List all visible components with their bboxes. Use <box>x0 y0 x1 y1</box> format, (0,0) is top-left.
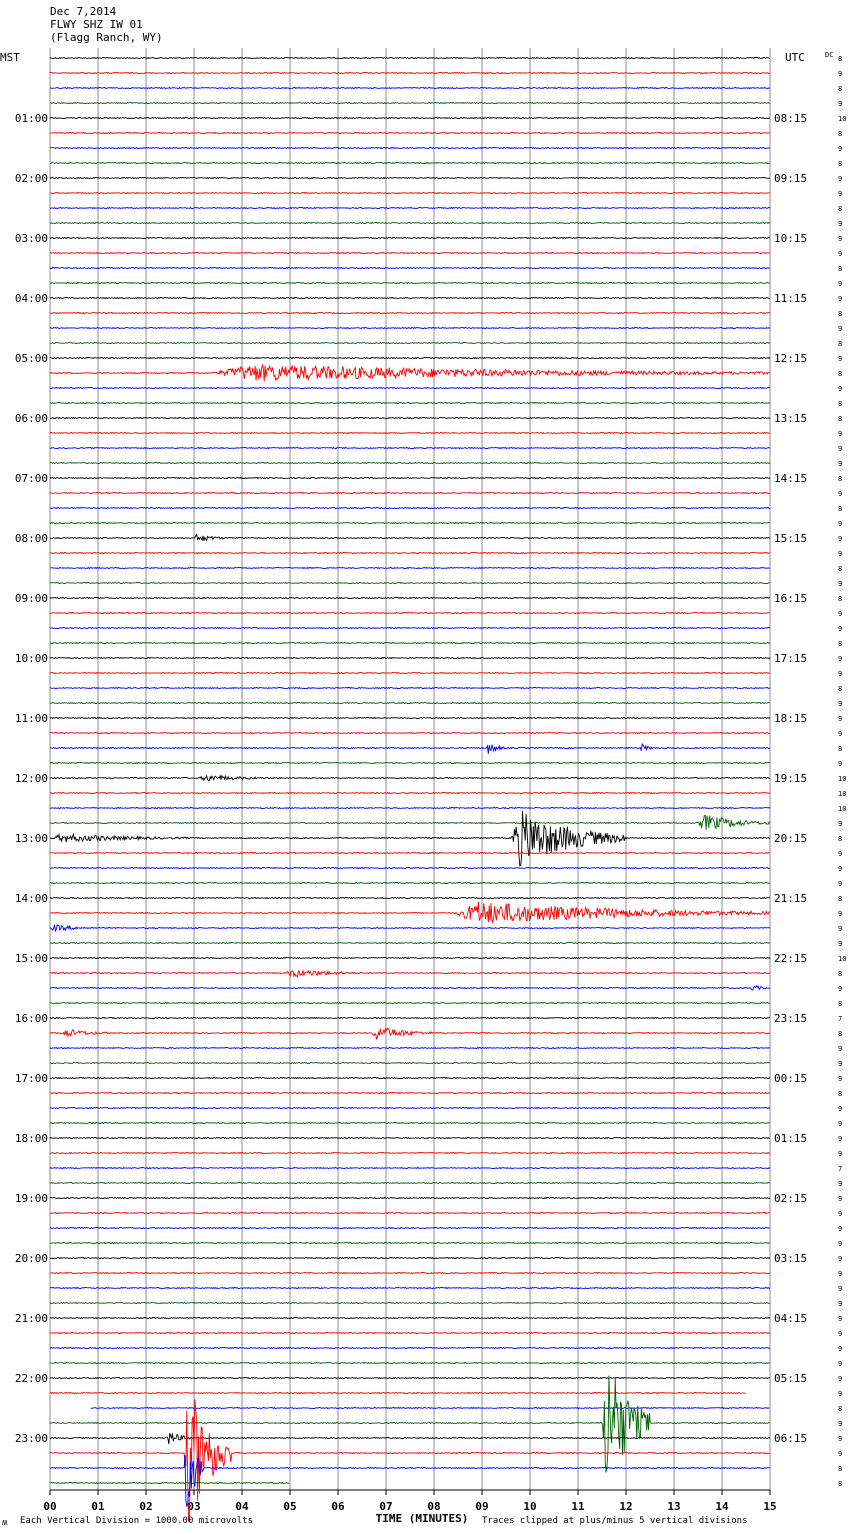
dc-value: 9 <box>838 1180 843 1188</box>
trace-line <box>50 208 770 209</box>
x-tick-label: 00 <box>43 1500 57 1513</box>
dc-value: 9 <box>838 550 843 558</box>
dc-value: 9 <box>838 445 843 453</box>
utc-hour-label: 13:15 <box>774 412 808 425</box>
utc-hour-label: 02:15 <box>774 1192 808 1205</box>
mst-hour-label: 21:00 <box>14 1312 48 1325</box>
trace-line <box>50 1455 770 1506</box>
utc-hour-label: 19:15 <box>774 772 808 785</box>
x-tick-label: 09 <box>475 1500 489 1513</box>
utc-hour-label: 05:15 <box>774 1372 808 1385</box>
dc-value: 9 <box>838 1255 843 1263</box>
dc-value: 8 <box>838 685 843 693</box>
x-tick-label: 05 <box>283 1500 297 1513</box>
utc-hour-label: 09:15 <box>774 172 808 185</box>
dc-value: 9 <box>838 1300 843 1308</box>
dc-value: 9 <box>838 1060 843 1068</box>
dc-value: 8 <box>838 1405 843 1413</box>
dc-value: 9 <box>838 1195 843 1203</box>
dc-value: 9 <box>838 1240 843 1248</box>
dc-value: 8 <box>838 1030 843 1038</box>
trace-line <box>50 733 770 734</box>
dc-value: 9 <box>838 520 843 528</box>
trace-line <box>50 1183 770 1184</box>
dc-value: 9 <box>838 670 843 678</box>
trace-line <box>50 811 770 866</box>
trace-line <box>50 1093 770 1094</box>
utc-hour-label: 20:15 <box>774 832 808 845</box>
corner-mark: ʍ <box>2 1518 8 1528</box>
trace-line <box>50 776 770 781</box>
utc-hour-label: 22:15 <box>774 952 808 965</box>
dc-value: 9 <box>838 1225 843 1233</box>
dc-value: 8 <box>838 1090 843 1098</box>
mst-hour-label: 10:00 <box>14 652 48 665</box>
trace-line <box>50 534 770 540</box>
dc-value: 9 <box>838 145 843 153</box>
chart-date: Dec 7,2014 <box>50 5 117 18</box>
utc-hour-label: 21:15 <box>774 892 808 905</box>
trace-line <box>50 1228 770 1229</box>
trace-line <box>50 1348 770 1349</box>
dc-value: 8 <box>838 160 843 168</box>
x-tick-label: 08 <box>427 1500 441 1513</box>
trace-line <box>50 703 770 704</box>
trace-line <box>50 763 770 764</box>
dc-value: 9 <box>838 625 843 633</box>
utc-hour-label: 14:15 <box>774 472 808 485</box>
trace-line <box>50 1138 770 1139</box>
dc-value: 9 <box>838 880 843 888</box>
dc-value: 9 <box>838 1105 843 1113</box>
trace-line <box>50 268 770 269</box>
dc-value: 9 <box>838 1420 843 1428</box>
utc-hour-label: 08:15 <box>774 112 808 125</box>
dc-value: 9 <box>838 850 843 858</box>
station-code: FLWY SHZ IW 01 <box>50 18 143 31</box>
dc-value: 9 <box>838 1315 843 1323</box>
trace-line <box>50 1273 770 1274</box>
mst-hour-label: 03:00 <box>14 232 48 245</box>
utc-hour-label: 06:15 <box>774 1432 808 1445</box>
trace-line <box>50 1376 770 1473</box>
mst-axis-label: MST <box>0 51 20 64</box>
dc-value: 10 <box>838 115 847 123</box>
mst-hour-label: 18:00 <box>14 1132 48 1145</box>
trace-line <box>50 148 770 149</box>
mst-hour-label: 23:00 <box>14 1432 48 1445</box>
trace-line <box>50 673 770 674</box>
mst-hour-label: 13:00 <box>14 832 48 845</box>
mst-hour-label: 09:00 <box>14 592 48 605</box>
utc-hour-label: 12:15 <box>774 352 808 365</box>
dc-value: 9 <box>838 610 843 618</box>
trace-line <box>50 613 770 614</box>
x-tick-label: 11 <box>571 1500 585 1513</box>
dc-value: 8 <box>838 340 843 348</box>
trace-line <box>50 523 770 524</box>
x-tick-label: 06 <box>331 1500 345 1513</box>
trace-line <box>50 1393 746 1394</box>
trace-line <box>50 313 770 314</box>
trace-line <box>50 643 770 644</box>
trace-line <box>50 223 770 224</box>
dc-value: 9 <box>838 1390 843 1398</box>
dc-value: 9 <box>838 190 843 198</box>
trace-line <box>50 508 770 509</box>
dc-value: 9 <box>838 655 843 663</box>
dc-value: 8 <box>838 835 843 843</box>
dc-value: 9 <box>838 280 843 288</box>
trace-line <box>50 58 770 59</box>
mst-hour-label: 19:00 <box>14 1192 48 1205</box>
mst-hour-label: 20:00 <box>14 1252 48 1265</box>
trace-line <box>50 553 770 554</box>
station-location: (Flagg Ranch, WY) <box>50 31 163 44</box>
dc-value: 9 <box>838 1330 843 1338</box>
trace-line <box>50 1378 770 1379</box>
clip-note: Traces clipped at plus/minus 5 vertical divisions <box>482 1516 748 1526</box>
trace-line <box>50 1108 770 1109</box>
scale-note: Each Vertical Division = 1000.00 microvolts <box>20 1516 253 1526</box>
dc-value: 8 <box>838 400 843 408</box>
trace-line <box>50 238 770 239</box>
trace-line <box>50 118 770 119</box>
dc-value: 8 <box>838 1480 843 1488</box>
trace-line <box>50 1288 770 1289</box>
utc-hour-label: 16:15 <box>774 592 808 605</box>
trace-line <box>50 178 770 179</box>
x-tick-label: 14 <box>715 1500 729 1513</box>
dc-value: 9 <box>838 925 843 933</box>
trace-line <box>50 815 770 830</box>
x-axis-title: TIME (MINUTES) <box>375 1512 469 1525</box>
dc-value: 9 <box>838 760 843 768</box>
dc-value: 9 <box>838 175 843 183</box>
trace-line <box>50 986 770 990</box>
x-tick-label: 13 <box>667 1500 681 1513</box>
trace-line <box>50 883 770 884</box>
trace-line <box>50 898 770 899</box>
trace-line <box>50 744 770 754</box>
mst-hour-label: 02:00 <box>14 172 48 185</box>
dc-value: 8 <box>838 1465 843 1473</box>
x-tick-label: 02 <box>139 1500 153 1513</box>
utc-hour-label: 17:15 <box>774 652 808 665</box>
dc-value: 9 <box>838 100 843 108</box>
mst-hour-label: 05:00 <box>14 352 48 365</box>
trace-line <box>50 868 770 869</box>
dc-value: 9 <box>838 1450 843 1458</box>
trace-line <box>50 283 770 284</box>
trace-line <box>50 1003 770 1004</box>
dc-value: 9 <box>838 700 843 708</box>
dc-value: 9 <box>838 1375 843 1383</box>
dc-value: 9 <box>838 235 843 243</box>
dc-value: 9 <box>838 985 843 993</box>
x-tick-label: 01 <box>91 1500 105 1513</box>
dc-value: 9 <box>838 1435 843 1443</box>
trace-line <box>50 1258 770 1259</box>
dc-value: 8 <box>838 565 843 573</box>
trace-line <box>50 463 770 464</box>
dc-value: 9 <box>838 250 843 258</box>
trace-line <box>50 1303 770 1304</box>
dc-value: 9 <box>838 580 843 588</box>
dc-value: 9 <box>838 1360 843 1368</box>
trace-line <box>50 193 770 194</box>
trace-line <box>50 358 770 359</box>
trace-line <box>50 163 770 164</box>
mst-hour-label: 08:00 <box>14 532 48 545</box>
trace-line <box>50 1063 770 1064</box>
dc-value: 7 <box>838 1015 843 1023</box>
trace-line <box>50 1363 770 1364</box>
utc-hour-label: 18:15 <box>774 712 808 725</box>
x-tick-label: 15 <box>763 1500 777 1513</box>
trace-line <box>50 1333 770 1334</box>
mst-hour-label: 14:00 <box>14 892 48 905</box>
utc-hour-label: 10:15 <box>774 232 808 245</box>
trace-line <box>50 418 770 419</box>
mst-hour-label: 11:00 <box>14 712 48 725</box>
utc-hour-label: 23:15 <box>774 1012 808 1025</box>
mst-hour-label: 22:00 <box>14 1372 48 1385</box>
trace-line <box>50 808 770 809</box>
dc-value: 9 <box>838 910 843 918</box>
dc-value: 9 <box>838 820 843 828</box>
trace-line <box>50 103 770 104</box>
trace-line <box>50 388 770 389</box>
trace-line <box>50 88 770 89</box>
dc-value: 10 <box>838 775 847 783</box>
trace-line <box>50 688 770 689</box>
trace-line <box>50 1153 770 1154</box>
trace-line <box>50 568 770 569</box>
dc-value: 8 <box>838 970 843 978</box>
trace-line <box>50 902 770 923</box>
dc-value: 9 <box>838 220 843 228</box>
dc-value: 7 <box>838 1165 843 1173</box>
trace-line <box>50 718 770 719</box>
trace-line <box>50 493 770 494</box>
utc-hour-label: 00:15 <box>774 1072 808 1085</box>
mst-hour-label: 16:00 <box>14 1012 48 1025</box>
trace-line <box>50 1318 770 1319</box>
dc-value: 8 <box>838 415 843 423</box>
dc-value: 10 <box>838 790 847 798</box>
trace-line <box>50 658 770 659</box>
trace-line <box>50 73 770 74</box>
mst-hour-label: 07:00 <box>14 472 48 485</box>
trace-line <box>50 958 770 959</box>
dc-value: 8 <box>838 745 843 753</box>
dc-value: 9 <box>838 430 843 438</box>
trace-line <box>50 943 770 944</box>
dc-value: 9 <box>838 715 843 723</box>
trace-line <box>50 598 770 599</box>
dc-value: 9 <box>838 1345 843 1353</box>
x-tick-label: 04 <box>235 1500 249 1513</box>
utc-hour-label: 03:15 <box>774 1252 808 1265</box>
dc-value: 8 <box>838 310 843 318</box>
trace-line <box>50 253 770 254</box>
mst-hour-label: 01:00 <box>14 112 48 125</box>
x-tick-label: 12 <box>619 1500 633 1513</box>
trace-line <box>50 583 770 584</box>
trace-line <box>50 478 770 479</box>
trace-line <box>50 1243 770 1244</box>
dc-value: 9 <box>838 460 843 468</box>
dc-value: 9 <box>838 865 843 873</box>
dc-value: 9 <box>838 355 843 363</box>
trace-line <box>50 1078 770 1079</box>
trace-line <box>50 1213 770 1214</box>
trace-line <box>50 433 770 434</box>
dc-value: 9 <box>838 490 843 498</box>
trace-line <box>50 328 770 329</box>
mst-hour-label: 17:00 <box>14 1072 48 1085</box>
dc-value: 9 <box>838 730 843 738</box>
dc-value: 10 <box>838 805 847 813</box>
utc-hour-label: 01:15 <box>774 1132 808 1145</box>
dc-value: 8 <box>838 205 843 213</box>
dc-value: 9 <box>838 1045 843 1053</box>
trace-line <box>50 365 770 381</box>
trace-line <box>91 1408 770 1409</box>
trace-line <box>50 1048 770 1049</box>
mst-hour-label: 06:00 <box>14 412 48 425</box>
mst-hour-label: 12:00 <box>14 772 48 785</box>
dc-value: 9 <box>838 1120 843 1128</box>
dc-value: 8 <box>838 505 843 513</box>
trace-line <box>50 1168 770 1169</box>
dc-value: 9 <box>838 1270 843 1278</box>
dc-value: 8 <box>838 1000 843 1008</box>
dc-value: 8 <box>838 130 843 138</box>
dc-value: 9 <box>838 535 843 543</box>
trace-line <box>50 1198 770 1199</box>
trace-line <box>50 793 770 794</box>
trace-line <box>50 1028 770 1039</box>
dc-value: 8 <box>838 475 843 483</box>
utc-hour-label: 15:15 <box>774 532 808 545</box>
dc-value: 8 <box>838 640 843 648</box>
trace-line <box>50 298 770 299</box>
dc-value: 8 <box>838 265 843 273</box>
dc-value: 9 <box>838 70 843 78</box>
dc-value: 9 <box>838 295 843 303</box>
dc-value: 9 <box>838 385 843 393</box>
dc-value: 8 <box>838 595 843 603</box>
x-tick-label: 07 <box>379 1500 393 1513</box>
trace-line <box>50 1123 770 1124</box>
dc-value: 8 <box>838 370 843 378</box>
dc-value: 9 <box>838 1210 843 1218</box>
dc-value: 8 <box>838 85 843 93</box>
trace-line <box>50 1483 289 1484</box>
dc-value: 9 <box>838 1075 843 1083</box>
mst-hour-label: 04:00 <box>14 292 48 305</box>
x-tick-label: 03 <box>187 1500 201 1513</box>
trace-line <box>50 970 770 977</box>
dc-value: 8 <box>838 55 843 63</box>
dc-value: 10 <box>838 955 847 963</box>
trace-line <box>50 343 770 344</box>
trace-line <box>50 925 770 931</box>
dc-value: 9 <box>838 1285 843 1293</box>
dc-axis-label: DC <box>825 51 834 59</box>
trace-line <box>50 1399 770 1520</box>
trace-line <box>50 853 770 854</box>
utc-hour-label: 11:15 <box>774 292 808 305</box>
mst-hour-label: 15:00 <box>14 952 48 965</box>
trace-line <box>50 1433 770 1444</box>
dc-value: 9 <box>838 1150 843 1158</box>
trace-line <box>50 133 770 134</box>
utc-hour-label: 04:15 <box>774 1312 808 1325</box>
x-tick-label: 10 <box>523 1500 537 1513</box>
trace-line <box>50 403 770 404</box>
dc-value: 9 <box>838 940 843 948</box>
utc-axis-label: UTC <box>785 51 805 64</box>
dc-value: 9 <box>838 1135 843 1143</box>
trace-line <box>50 1018 770 1019</box>
dc-value: 9 <box>838 325 843 333</box>
dc-value: 8 <box>838 895 843 903</box>
trace-line <box>50 448 770 449</box>
trace-line <box>50 628 770 629</box>
